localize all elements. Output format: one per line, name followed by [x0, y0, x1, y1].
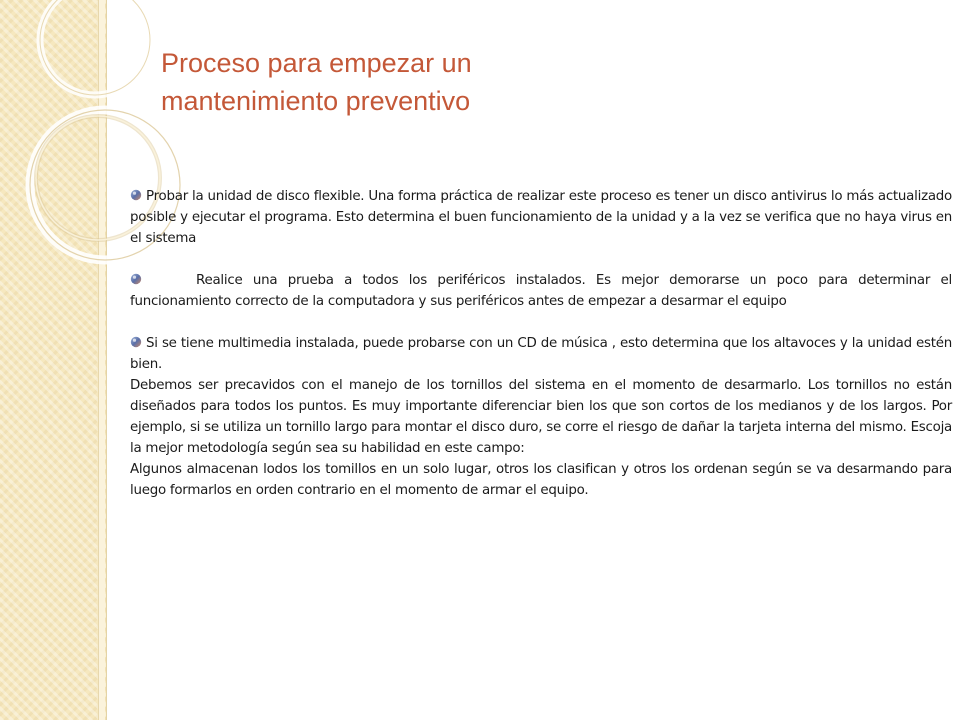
diamond-bullet-icon	[130, 189, 142, 201]
bullet-text: Si se tiene multimedia instalada, puede probarse con un CD de música , esto determina que los altavoces y la unidad estén bien.	[130, 336, 952, 372]
spacer	[130, 312, 952, 333]
diamond-bullet-icon	[130, 336, 142, 348]
spacer	[130, 249, 952, 270]
bullet-item	[130, 333, 952, 375]
body-paragraph: Algunos almacenan lodos los tomillos en un solo lugar, otros los clasifican y otros los ordenan según se va desarmando para luego formarlos en orden contrario en el momento de armar el equipo.	[130, 462, 952, 498]
bullet-text: Probar la unidad de disco flexible. Una forma práctica de realizar este proceso es tener un disco antivirus lo más actualizado posible y ejecutar el programa. Esto determina el buen funcionamiento de la unidad y a la vez se verifica que no haya virus en el sistema	[130, 189, 952, 246]
page-title	[161, 44, 761, 120]
diamond-bullet-icon	[130, 273, 142, 285]
bullet-item	[130, 186, 952, 249]
bullet-item	[130, 270, 952, 312]
page-title-line-2: mantenimiento preventivo	[161, 86, 471, 116]
bullet-text: Realice una prueba a todos los periféricos instalados. Es mejor demorarse un poco para determinar el funcionamiento correcto de la computadora y sus periféricos antes de empezar a desarmar el equipo	[130, 273, 952, 309]
content-body	[130, 186, 952, 501]
page-title-line-1: Proceso para empezar un	[161, 48, 472, 78]
body-paragraph: Debemos ser precavidos con el manejo de los tornillos del sistema en el momento de desarmarlo. Los tornillos no están diseñados para todos los puntos. Es muy importante diferenciar bien los que son cortos de los medianos y de los largos. Por ejemplo, si se utiliza un tornillo largo para montar el disco duro, se corre el riesgo de dañar la tarjeta interna del mismo. Escoja la mejor metodología según sea su habilidad en este campo:	[130, 378, 952, 456]
